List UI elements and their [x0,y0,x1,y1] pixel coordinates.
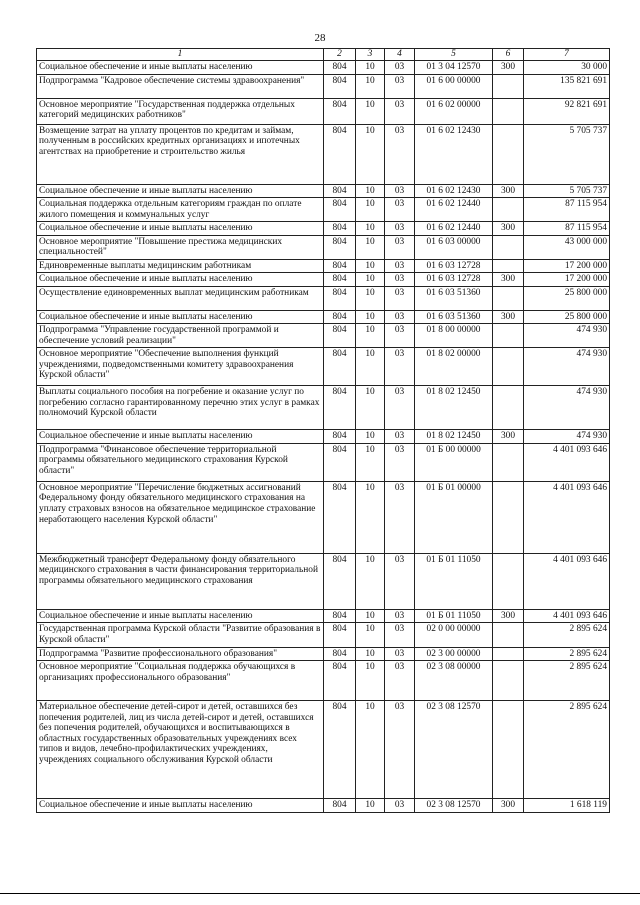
row-expense-type [493,443,524,481]
row-target-article: 01 6 03 12728 [415,259,493,273]
row-amount: 25 800 000 [524,286,610,310]
row-section: 10 [356,273,385,287]
bottom-rule [0,893,640,894]
row-expense-type [493,661,524,701]
row-expense-type: 300 [493,430,524,444]
row-grbs: 804 [324,386,356,430]
row-amount: 474 930 [524,386,610,430]
row-amount: 87 115 954 [524,222,610,236]
row-grbs: 804 [324,481,356,553]
row-target-article: 01 Б 01 11050 [415,553,493,609]
table-row [37,222,610,236]
row-amount: 87 115 954 [524,198,610,222]
row-subsection: 03 [385,701,415,799]
row-section: 10 [356,259,385,273]
row-expense-type [493,286,524,310]
row-name: Социальное обеспечение и иные выплаты населению [37,273,324,287]
row-name: Межбюджетный трансферт Федеральному фонду обязательного медицинского страхования в части финансирования территориальной программы обязательного медицинского страхования [37,553,324,609]
row-subsection: 03 [385,310,415,324]
row-amount: 17 200 000 [524,259,610,273]
row-subsection: 03 [385,98,415,124]
row-subsection: 03 [385,647,415,661]
row-section: 10 [356,386,385,430]
row-target-article: 01 6 02 12430 [415,184,493,198]
row-expense-type [493,98,524,124]
row-subsection: 03 [385,799,415,813]
row-grbs: 804 [324,799,356,813]
row-amount: 30 000 [524,61,610,75]
table-row [37,259,610,273]
table-row [37,799,610,813]
row-name: Социальная поддержка отдельным категориям граждан по оплате жилого помещения и коммунальных услуг [37,198,324,222]
row-name: Социальное обеспечение и иные выплаты населению [37,799,324,813]
row-subsection: 03 [385,235,415,259]
row-amount: 474 930 [524,348,610,386]
row-expense-type: 300 [493,61,524,75]
header-col-4: 4 [385,49,415,61]
row-grbs: 804 [324,609,356,623]
table-row [37,481,610,553]
row-grbs: 804 [324,273,356,287]
row-section: 10 [356,124,385,184]
row-grbs: 804 [324,701,356,799]
row-target-article: 01 Б 00 00000 [415,443,493,481]
table-row [37,553,610,609]
row-grbs: 804 [324,98,356,124]
row-name: Единовременные выплаты медицинским работникам [37,259,324,273]
header-col-2: 2 [324,49,356,61]
row-expense-type: 300 [493,184,524,198]
page-number: 28 [314,32,326,44]
row-section: 10 [356,430,385,444]
table-row [37,310,610,324]
row-expense-type: 300 [493,310,524,324]
row-subsection: 03 [385,222,415,236]
row-name: Социальное обеспечение и иные выплаты населению [37,184,324,198]
row-target-article: 01 6 02 12430 [415,124,493,184]
row-name: Основное мероприятие "Государственная поддержка отдельных категорий медицинских работников" [37,98,324,124]
row-name: Государственная программа Курской области "Развитие образования в Курской области" [37,623,324,647]
table-row [37,98,610,124]
row-section: 10 [356,222,385,236]
table-row [37,198,610,222]
row-expense-type [493,74,524,98]
row-grbs: 804 [324,286,356,310]
row-name: Осуществление единовременных выплат медицинским работникам [37,286,324,310]
row-target-article: 01 8 00 00000 [415,324,493,348]
row-target-article: 02 3 08 12570 [415,799,493,813]
row-section: 10 [356,553,385,609]
row-target-article: 01 8 02 00000 [415,348,493,386]
table-row [37,286,610,310]
row-grbs: 804 [324,310,356,324]
row-target-article: 01 8 02 12450 [415,430,493,444]
table-row [37,701,610,799]
row-subsection: 03 [385,324,415,348]
row-amount: 5 705 737 [524,184,610,198]
row-subsection: 03 [385,198,415,222]
row-amount: 43 000 000 [524,235,610,259]
row-grbs: 804 [324,74,356,98]
row-name: Подпрограмма "Развитие профессионального образования" [37,647,324,661]
row-expense-type: 300 [493,799,524,813]
row-name: Социальное обеспечение и иные выплаты населению [37,430,324,444]
header-row [37,49,610,61]
row-expense-type: 300 [493,222,524,236]
row-amount: 474 930 [524,324,610,348]
row-expense-type [493,623,524,647]
row-amount: 2 895 624 [524,623,610,647]
row-subsection: 03 [385,273,415,287]
row-target-article: 01 6 02 12440 [415,222,493,236]
row-grbs: 804 [324,235,356,259]
row-subsection: 03 [385,348,415,386]
row-target-article: 01 6 03 12728 [415,273,493,287]
row-section: 10 [356,623,385,647]
row-amount: 92 821 691 [524,98,610,124]
row-section: 10 [356,310,385,324]
header-col-5: 5 [415,49,493,61]
row-grbs: 804 [324,348,356,386]
row-name: Выплаты социального пособия на погребение и оказание услуг по погребению согласно гарантированному перечню этих услуг в рамках полномочий Курской области [37,386,324,430]
row-subsection: 03 [385,74,415,98]
table-row [37,623,610,647]
row-section: 10 [356,799,385,813]
row-section: 10 [356,324,385,348]
table-row [37,647,610,661]
table-row [37,124,610,184]
row-subsection: 03 [385,61,415,75]
header-col-1: 1 [37,49,324,61]
row-grbs: 804 [324,647,356,661]
table-body [37,61,610,813]
row-grbs: 804 [324,184,356,198]
row-grbs: 804 [324,443,356,481]
row-section: 10 [356,286,385,310]
table-row [37,324,610,348]
row-expense-type [493,386,524,430]
row-grbs: 804 [324,661,356,701]
row-subsection: 03 [385,259,415,273]
row-section: 10 [356,98,385,124]
row-subsection: 03 [385,661,415,701]
row-subsection: 03 [385,443,415,481]
row-name: Социальное обеспечение и иные выплаты населению [37,61,324,75]
row-amount: 2 895 624 [524,701,610,799]
row-target-article: 02 3 08 12570 [415,701,493,799]
table-row [37,430,610,444]
row-expense-type [493,701,524,799]
row-target-article: 01 6 03 00000 [415,235,493,259]
table-row [37,74,610,98]
row-target-article: 02 3 00 00000 [415,647,493,661]
row-subsection: 03 [385,481,415,553]
row-expense-type [493,235,524,259]
row-expense-type [493,647,524,661]
row-expense-type [493,324,524,348]
row-section: 10 [356,701,385,799]
row-section: 10 [356,74,385,98]
row-section: 10 [356,198,385,222]
row-grbs: 804 [324,553,356,609]
row-amount: 25 800 000 [524,310,610,324]
table-row [37,386,610,430]
row-grbs: 804 [324,623,356,647]
row-amount: 4 401 093 646 [524,609,610,623]
table-row [37,348,610,386]
budget-table [36,48,610,813]
row-subsection: 03 [385,623,415,647]
row-target-article: 01 Б 01 00000 [415,481,493,553]
row-target-article: 01 6 00 00000 [415,74,493,98]
row-subsection: 03 [385,124,415,184]
row-expense-type: 300 [493,609,524,623]
row-section: 10 [356,348,385,386]
row-name: Основное мероприятие "Обеспечение выполнения функций учреждениями, подведомственными комитету здравоохранения Курской области" [37,348,324,386]
row-name: Подпрограмма "Финансовое обеспечение территориальной программы обязательного медицинского страхования Курской области" [37,443,324,481]
row-amount: 17 200 000 [524,273,610,287]
row-grbs: 804 [324,324,356,348]
row-expense-type [493,198,524,222]
row-section: 10 [356,235,385,259]
row-amount: 5 705 737 [524,124,610,184]
row-section: 10 [356,481,385,553]
row-name: Основное мероприятие "Перечисление бюджетных ассигнований Федеральному фонду обязательного медицинского страхования на уплату страховых взносов на обязательное медицинское страхование неработающего населения Курской области" [37,481,324,553]
row-expense-type [493,348,524,386]
row-amount: 4 401 093 646 [524,481,610,553]
table-row [37,661,610,701]
row-amount: 474 930 [524,430,610,444]
row-subsection: 03 [385,184,415,198]
row-grbs: 804 [324,61,356,75]
table-row [37,273,610,287]
row-subsection: 03 [385,553,415,609]
row-target-article: 01 6 02 00000 [415,98,493,124]
table-row [37,443,610,481]
row-target-article: 02 3 08 00000 [415,661,493,701]
row-expense-type [493,124,524,184]
row-name: Основное мероприятие "Повышение престижа медицинских специальностей" [37,235,324,259]
row-amount: 135 821 691 [524,74,610,98]
row-name: Подпрограмма "Управление государственной программой и обеспечение условий реализации" [37,324,324,348]
row-expense-type [493,553,524,609]
row-expense-type [493,481,524,553]
header-col-7: 7 [524,49,610,61]
row-target-article: 01 8 02 12450 [415,386,493,430]
row-subsection: 03 [385,386,415,430]
row-target-article: 01 6 02 12440 [415,198,493,222]
row-subsection: 03 [385,430,415,444]
row-section: 10 [356,61,385,75]
row-name: Социальное обеспечение и иные выплаты населению [37,310,324,324]
row-section: 10 [356,609,385,623]
row-amount: 4 401 093 646 [524,443,610,481]
row-grbs: 804 [324,124,356,184]
row-name: Основное мероприятие "Социальная поддержка обучающихся в организациях профессионального образования" [37,661,324,701]
row-target-article: 01 3 04 12570 [415,61,493,75]
row-expense-type [493,259,524,273]
row-grbs: 804 [324,198,356,222]
row-grbs: 804 [324,222,356,236]
row-amount: 1 618 119 [524,799,610,813]
row-grbs: 804 [324,259,356,273]
row-name: Подпрограмма "Кадровое обеспечение системы здравоохранения" [37,74,324,98]
row-name: Возмещение затрат на уплату процентов по кредитам и займам, полученным в российских кредитных организациях и ипотечных агентствах на приобретение и строительство жилья [37,124,324,184]
header-col-3: 3 [356,49,385,61]
row-amount: 4 401 093 646 [524,553,610,609]
table-row [37,609,610,623]
row-section: 10 [356,184,385,198]
row-name: Социальное обеспечение и иные выплаты населению [37,222,324,236]
row-amount: 2 895 624 [524,647,610,661]
row-name: Социальное обеспечение и иные выплаты населению [37,609,324,623]
table-row [37,184,610,198]
row-name: Материальное обеспечение детей-сирот и детей, оставшихся без попечения родителей, лиц из числа детей-сирот и детей, оставшихся без попечения родителей, обучающихся и воспитывающихся в областных государственных образовательных учреждениях всех типов и видов, лечебно-профилактических учреждениях, учреждениях социального обслуживания Курской области [37,701,324,799]
row-subsection: 03 [385,609,415,623]
row-section: 10 [356,443,385,481]
row-target-article: 01 Б 01 11050 [415,609,493,623]
row-subsection: 03 [385,286,415,310]
row-amount: 2 895 624 [524,661,610,701]
row-section: 10 [356,661,385,701]
table-row [37,61,610,75]
row-target-article: 01 6 03 51360 [415,310,493,324]
row-grbs: 804 [324,430,356,444]
row-target-article: 01 6 03 51360 [415,286,493,310]
row-section: 10 [356,647,385,661]
table-row [37,235,610,259]
header-col-6: 6 [493,49,524,61]
row-expense-type: 300 [493,273,524,287]
row-target-article: 02 0 00 00000 [415,623,493,647]
